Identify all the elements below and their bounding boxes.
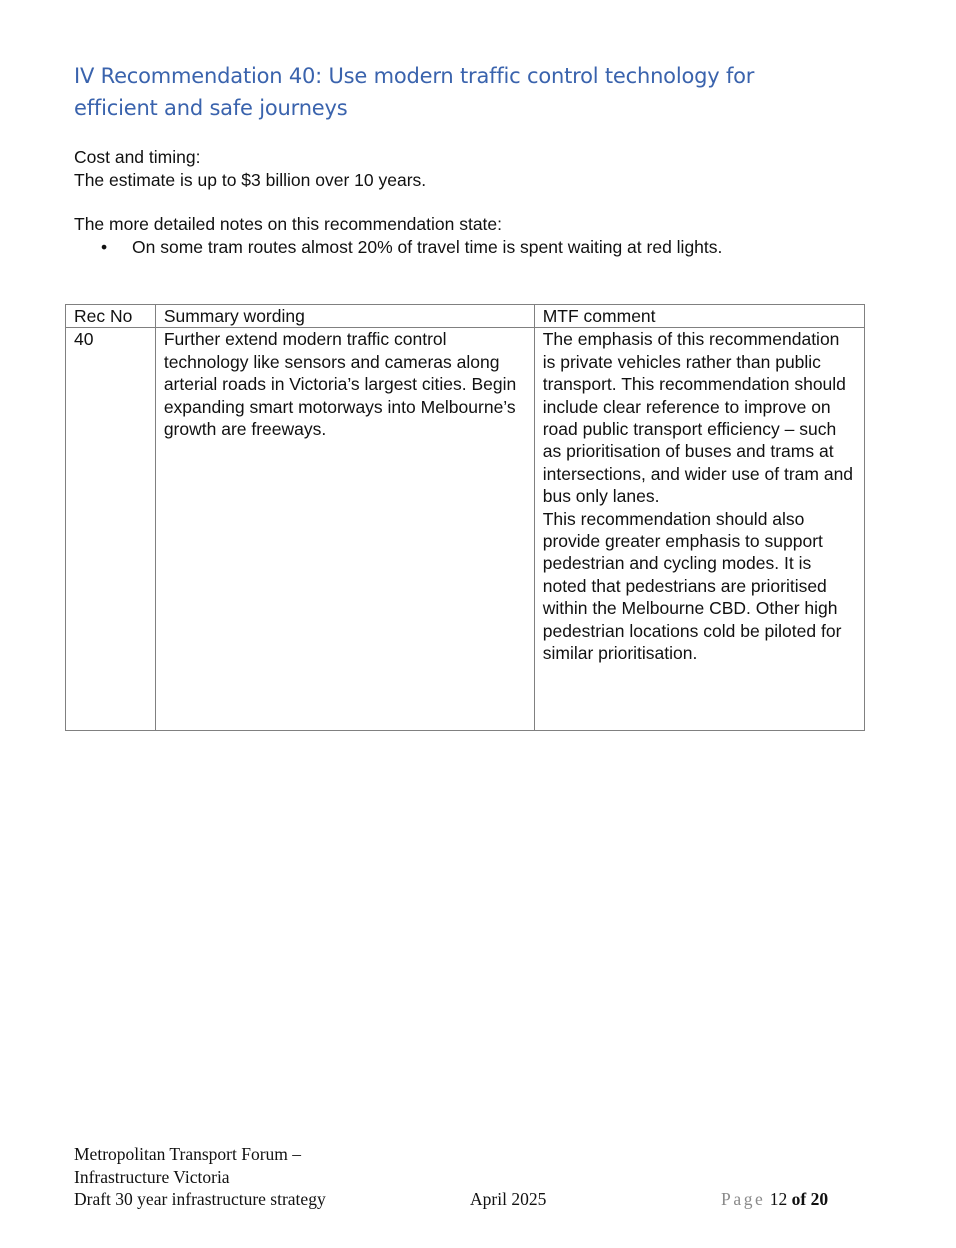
recommendation-table	[65, 304, 865, 731]
section-heading	[74, 60, 834, 124]
page-label: Page	[721, 1189, 766, 1209]
cost-and-timing	[74, 146, 426, 192]
header-rec-no: Rec No	[66, 305, 156, 328]
list-item	[74, 236, 722, 259]
heading-line-1: IV Recommendation 40: Use modern traffic control technology for	[74, 64, 755, 88]
comment-paragraph: This recommendation should also provide greater emphasis to support pedestrian and cycling modes. It is noted that pedestrians are prioritised within the Melbourne CBD. Other high pedestrian locations cold be piloted for similar prioritisation.	[542, 508, 842, 664]
cell-mtf-comment	[534, 328, 864, 731]
notes-bullet-list	[74, 236, 722, 259]
bullet-icon: •	[101, 237, 108, 257]
page-current: 12	[769, 1189, 788, 1209]
cell-rec-no: 40	[66, 328, 156, 731]
header-summary-wording: Summary wording	[155, 305, 534, 328]
table-header-row	[66, 305, 865, 328]
notes-intro: The more detailed notes on this recommendation state:	[74, 214, 503, 234]
heading-line-2: efficient and safe journeys	[74, 96, 348, 120]
footer-line: Infrastructure Victoria	[74, 1166, 230, 1187]
page-number	[721, 1188, 828, 1211]
cost-label: Cost and timing:	[74, 147, 201, 167]
comment-paragraph: The emphasis of this recommendation is private vehicles rather than public transport. This recommendation should include clear reference to improve on road public transport efficiency – such as prioritisation of buses and trams at intersections, and wider use of tram and bus only lanes.	[542, 329, 854, 507]
cost-estimate: The estimate is up to $3 billion over 10 years.	[74, 170, 427, 190]
bullet-text: On some tram routes almost 20% of travel time is spent waiting at red lights.	[132, 237, 723, 257]
footer-date: April 2025	[470, 1189, 547, 1209]
footer-line: Draft 30 year infrastructure strategy	[74, 1189, 326, 1209]
footer-line: Metropolitan Transport Forum –	[74, 1144, 302, 1164]
footer-title	[74, 1143, 326, 1211]
page-total: of 20	[791, 1189, 829, 1209]
table-row	[66, 328, 865, 731]
header-mtf-comment: MTF comment	[534, 305, 864, 328]
cell-summary: Further extend modern traffic control technology like sensors and cameras along arterial roads in Victoria’s largest cities. Begin expanding smart motorways into Melbourne’s growth are freeways.	[155, 328, 534, 731]
